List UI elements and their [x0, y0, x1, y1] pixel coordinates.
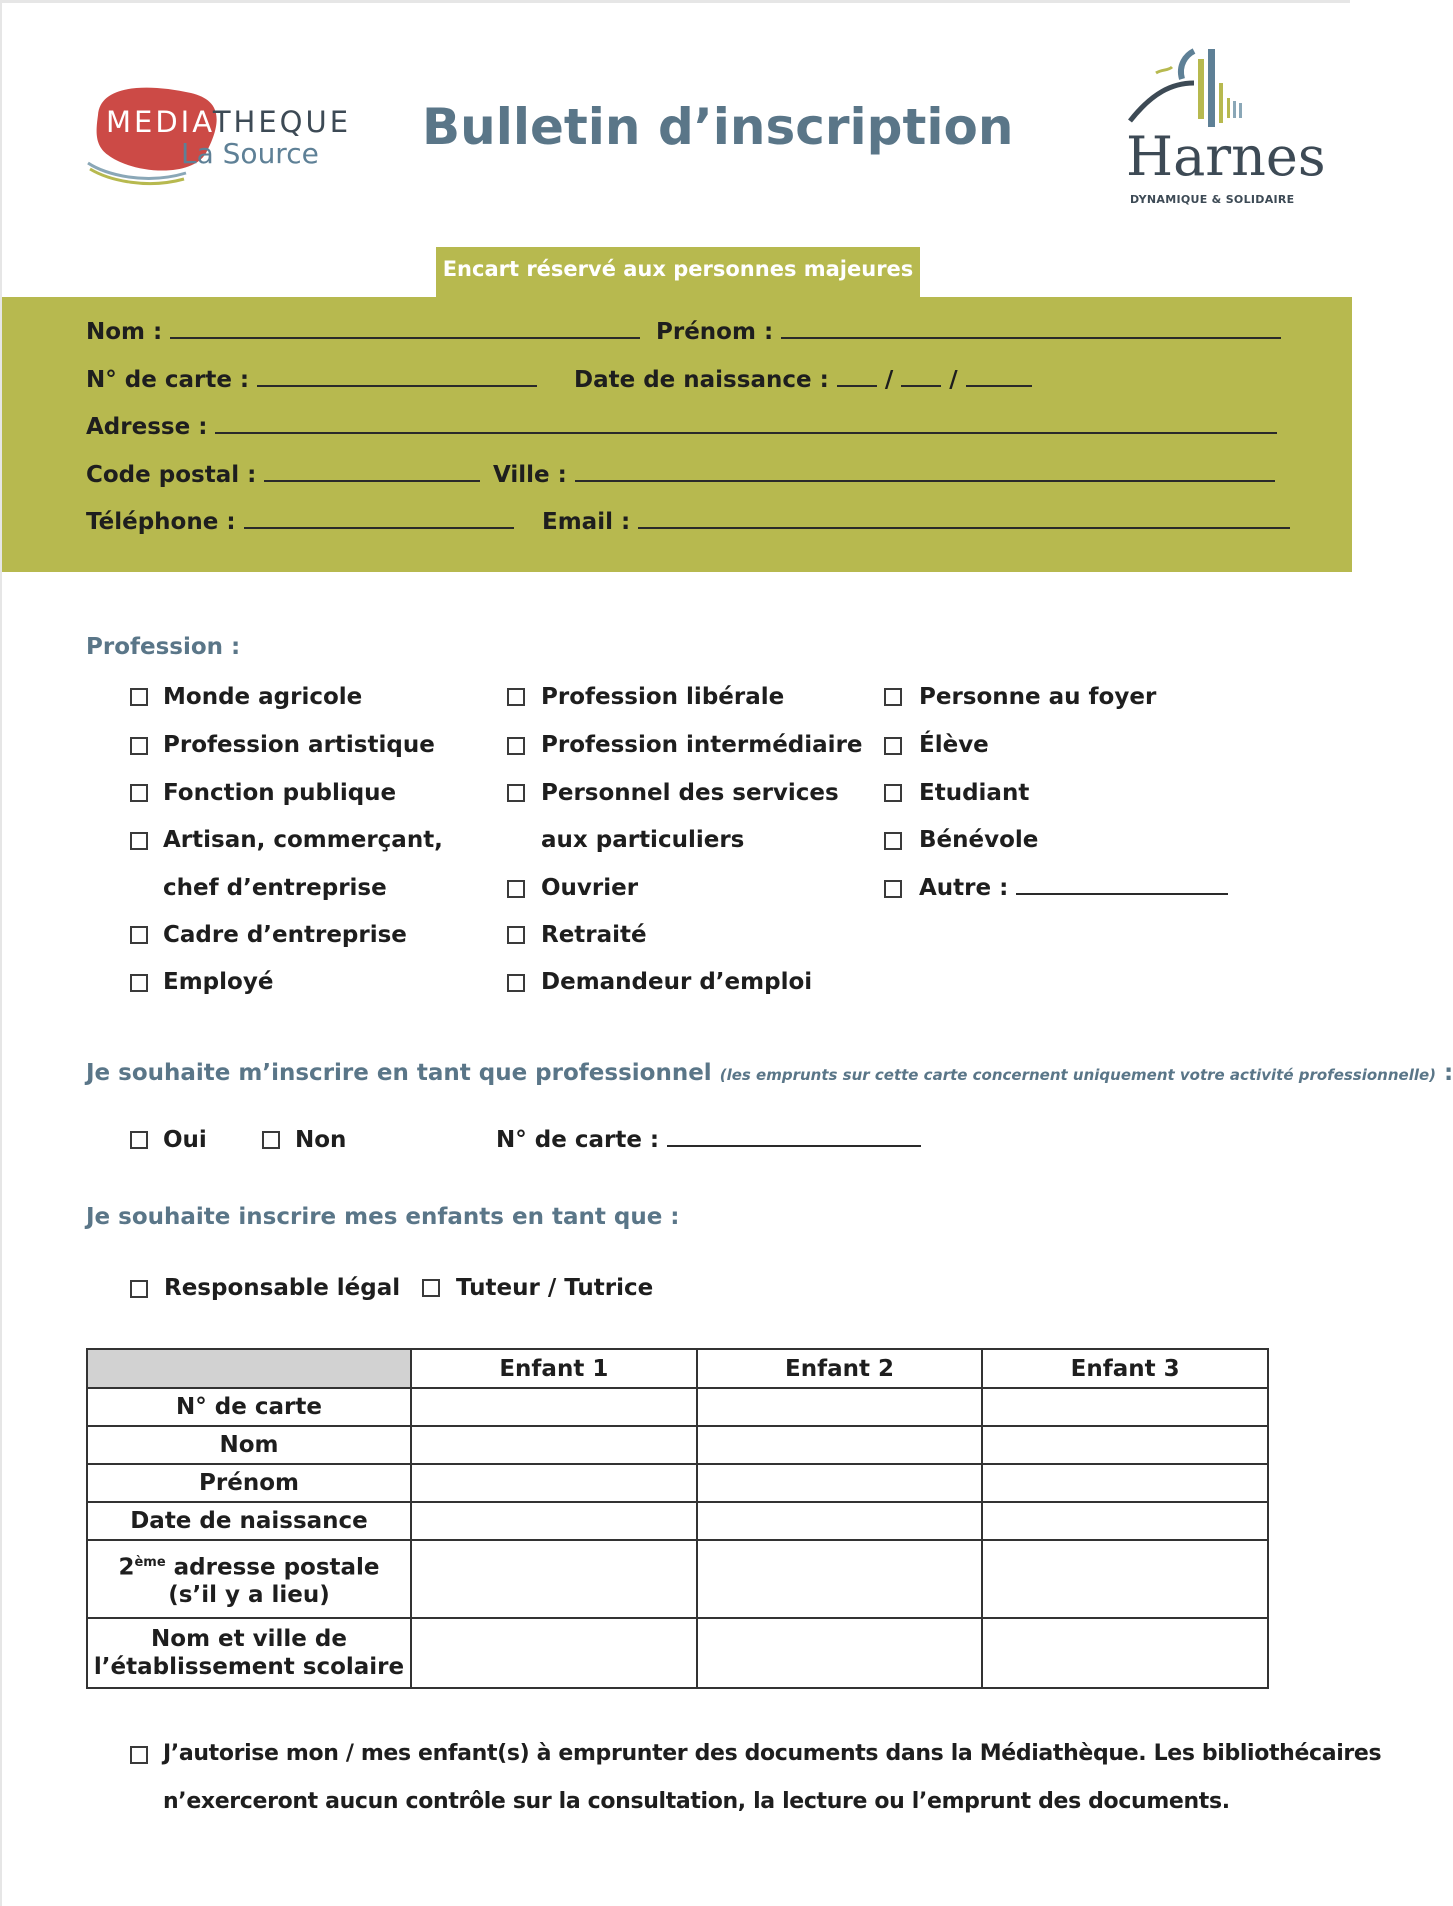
nom-field[interactable] [86, 319, 640, 345]
table-cell[interactable] [697, 1426, 983, 1464]
checkbox-autre[interactable] [884, 880, 902, 898]
adresse-field[interactable] [86, 414, 1277, 440]
checkbox-personne-au-foyer[interactable] [884, 688, 902, 706]
profession-heading: Profession : [86, 634, 241, 660]
option-label: Profession intermédiaire [541, 732, 863, 758]
option-label: Retraité [541, 922, 647, 948]
naissance-month-line[interactable] [901, 367, 941, 387]
option-label: Responsable légal [164, 1275, 401, 1301]
row-label [87, 1540, 411, 1618]
table-cell[interactable] [982, 1426, 1268, 1464]
table-cell[interactable] [411, 1464, 697, 1502]
telephone-field[interactable] [86, 509, 514, 535]
naissance-year-line[interactable] [966, 367, 1032, 387]
professional-heading-text: Je souhaite m’inscrire en tant que professionnel [86, 1060, 712, 1086]
naissance-field[interactable] [574, 367, 1032, 393]
row-label-text: (s’il y a lieu) [168, 1582, 330, 1609]
option-label: Profession libérale [541, 684, 785, 710]
checkbox-demandeur-emploi[interactable] [507, 974, 525, 992]
adult-section-tab [436, 247, 920, 299]
checkbox-cadre[interactable] [130, 926, 148, 944]
code-postal-line[interactable] [264, 462, 480, 482]
carte-field[interactable] [86, 367, 537, 393]
prenom-label: Prénom : [656, 319, 774, 345]
professional-heading [86, 1060, 1453, 1086]
table-row [87, 1464, 1268, 1502]
table-row [87, 1502, 1268, 1540]
option-label: Ouvrier [541, 875, 639, 901]
option-label: Personne au foyer [919, 684, 1157, 710]
table-cell[interactable] [411, 1502, 697, 1540]
email-field[interactable] [542, 509, 1290, 535]
children-heading: Je souhaite inscrire mes enfants en tant que : [86, 1204, 680, 1230]
professional-carte-line[interactable] [667, 1127, 921, 1147]
nom-line[interactable] [170, 319, 640, 339]
checkbox-ouvrier[interactable] [507, 880, 525, 898]
option-label: Élève [919, 732, 989, 758]
option-label: Cadre d’entreprise [163, 922, 407, 948]
table-cell[interactable] [697, 1388, 983, 1426]
option-label: Bénévole [919, 827, 1039, 853]
row-label-sup: ème [134, 1554, 166, 1570]
option-label: Demandeur d’emploi [541, 969, 813, 995]
table-header: Enfant 3 [982, 1349, 1268, 1388]
page-title: Bulletin d’inscription [422, 98, 1014, 156]
harnes-emblem-icon [1112, 43, 1282, 133]
harnes-logo-word: Harnes [1126, 125, 1326, 188]
adresse-line[interactable] [215, 414, 1277, 434]
checkbox-responsable-legal[interactable] [130, 1280, 148, 1298]
checkbox-benevole[interactable] [884, 832, 902, 850]
checkbox-authorization[interactable] [130, 1746, 148, 1764]
checkbox-tuteur[interactable] [422, 1279, 440, 1297]
table-cell[interactable] [411, 1540, 697, 1618]
children-table [86, 1348, 1269, 1689]
logo-text-theque: THEQUE [212, 105, 352, 139]
adresse-label: Adresse : [86, 414, 208, 440]
professional-note: (les emprunts sur cette carte concernent uniquement votre activité professionnelle) [719, 1066, 1437, 1084]
telephone-line[interactable] [244, 509, 514, 529]
table-corner [87, 1349, 411, 1388]
option-label: Monde agricole [163, 684, 363, 710]
harnes-logo [1112, 43, 1326, 213]
row-label-text: Nom et ville de [151, 1626, 347, 1652]
row-label-text: 2 [118, 1554, 135, 1581]
autre-field[interactable] [919, 875, 1228, 901]
authorization-line-2: n’exerceront aucun contrôle sur la consultation, la lecture ou l’emprunt des documents. [163, 1789, 1230, 1814]
email-line[interactable] [638, 509, 1290, 529]
prenom-field[interactable] [656, 319, 1281, 345]
naissance-label: Date de naissance : [574, 367, 829, 393]
checkbox-monde-agricole[interactable] [130, 688, 148, 706]
row-label: N° de carte [87, 1388, 411, 1426]
table-cell[interactable] [982, 1464, 1268, 1502]
table-header: Enfant 1 [411, 1349, 697, 1388]
option-label: Oui [163, 1127, 207, 1153]
option-label: Artisan, commerçant, [163, 827, 443, 853]
naissance-separator: / [884, 367, 894, 393]
table-cell[interactable] [982, 1540, 1268, 1618]
professional-colon: : [1444, 1060, 1453, 1086]
code-postal-label: Code postal : [86, 462, 257, 488]
checkbox-profession-intermediaire[interactable] [507, 737, 525, 755]
option-label: chef d’entreprise [163, 875, 387, 901]
checkbox-profession-liberale[interactable] [507, 688, 525, 706]
row-label-text: adresse postale [165, 1554, 380, 1581]
checkbox-artisan[interactable] [130, 832, 148, 850]
table-cell[interactable] [982, 1388, 1268, 1426]
prenom-line[interactable] [781, 319, 1281, 339]
professional-carte-label: N° de carte : [496, 1127, 660, 1153]
adult-section-label: Encart réservé aux personnes majeures [442, 257, 914, 281]
naissance-separator: / [949, 367, 958, 393]
checkbox-retraite[interactable] [507, 926, 525, 944]
checkbox-employe[interactable] [130, 974, 148, 992]
row-label [87, 1618, 411, 1688]
autre-label: Autre : [919, 875, 1009, 901]
option-label: Non [295, 1127, 347, 1153]
table-cell[interactable] [982, 1618, 1268, 1688]
ville-field[interactable] [493, 462, 1275, 488]
checkbox-personnel-services[interactable] [507, 784, 525, 802]
option-label: Employé [163, 969, 274, 995]
checkbox-profession-artistique[interactable] [130, 737, 148, 755]
telephone-label: Téléphone : [86, 509, 236, 535]
table-header: Enfant 2 [697, 1349, 983, 1388]
row-label: Prénom [87, 1464, 411, 1502]
checkbox-etudiant[interactable] [884, 784, 902, 802]
option-label: Etudiant [919, 780, 1030, 806]
option-label: aux particuliers [541, 827, 745, 853]
email-label: Email : [542, 509, 631, 535]
ville-line[interactable] [575, 462, 1275, 482]
table-row [87, 1426, 1268, 1464]
checkbox-fonction-publique[interactable] [130, 784, 148, 802]
logo-text-media: MEDIA [106, 105, 213, 139]
table-row [87, 1540, 1268, 1618]
option-label: Personnel des services [541, 780, 839, 806]
table-row [87, 1618, 1268, 1688]
harnes-tagline: DYNAMIQUE & SOLIDAIRE [1130, 193, 1295, 206]
option-label: Tuteur / Tutrice [456, 1275, 654, 1301]
option-label: Fonction publique [163, 780, 397, 806]
carte-line[interactable] [257, 367, 537, 387]
professional-carte-field[interactable] [496, 1127, 921, 1153]
row-label: Nom [87, 1426, 411, 1464]
row-label: Date de naissance [87, 1502, 411, 1540]
authorization-line-1: J’autorise mon / mes enfant(s) à emprunter des documents dans la Médiathèque. Les bibliothécaires [163, 1741, 1382, 1766]
checkbox-oui[interactable] [130, 1131, 148, 1149]
table-cell[interactable] [697, 1464, 983, 1502]
table-row [87, 1388, 1268, 1426]
ville-label: Ville : [493, 462, 567, 488]
logo-text-la-source: La Source [181, 137, 319, 170]
checkbox-non[interactable] [262, 1131, 280, 1149]
table-cell[interactable] [697, 1502, 983, 1540]
row-label-text: l’établissement scolaire [93, 1654, 405, 1680]
autre-line[interactable] [1016, 875, 1228, 895]
nom-label: Nom : [86, 319, 163, 345]
carte-label: N° de carte : [86, 367, 250, 393]
table-cell[interactable] [411, 1388, 697, 1426]
checkbox-eleve[interactable] [884, 737, 902, 755]
table-header-row [87, 1349, 1268, 1388]
table-cell[interactable] [982, 1502, 1268, 1540]
table-cell[interactable] [697, 1540, 983, 1618]
table-cell[interactable] [411, 1618, 697, 1688]
code-postal-field[interactable] [86, 462, 480, 488]
mediatheque-logo [86, 75, 356, 185]
option-label: Profession artistique [163, 732, 435, 758]
table-cell[interactable] [411, 1426, 697, 1464]
naissance-day-line[interactable] [837, 367, 877, 387]
table-cell[interactable] [697, 1618, 983, 1688]
